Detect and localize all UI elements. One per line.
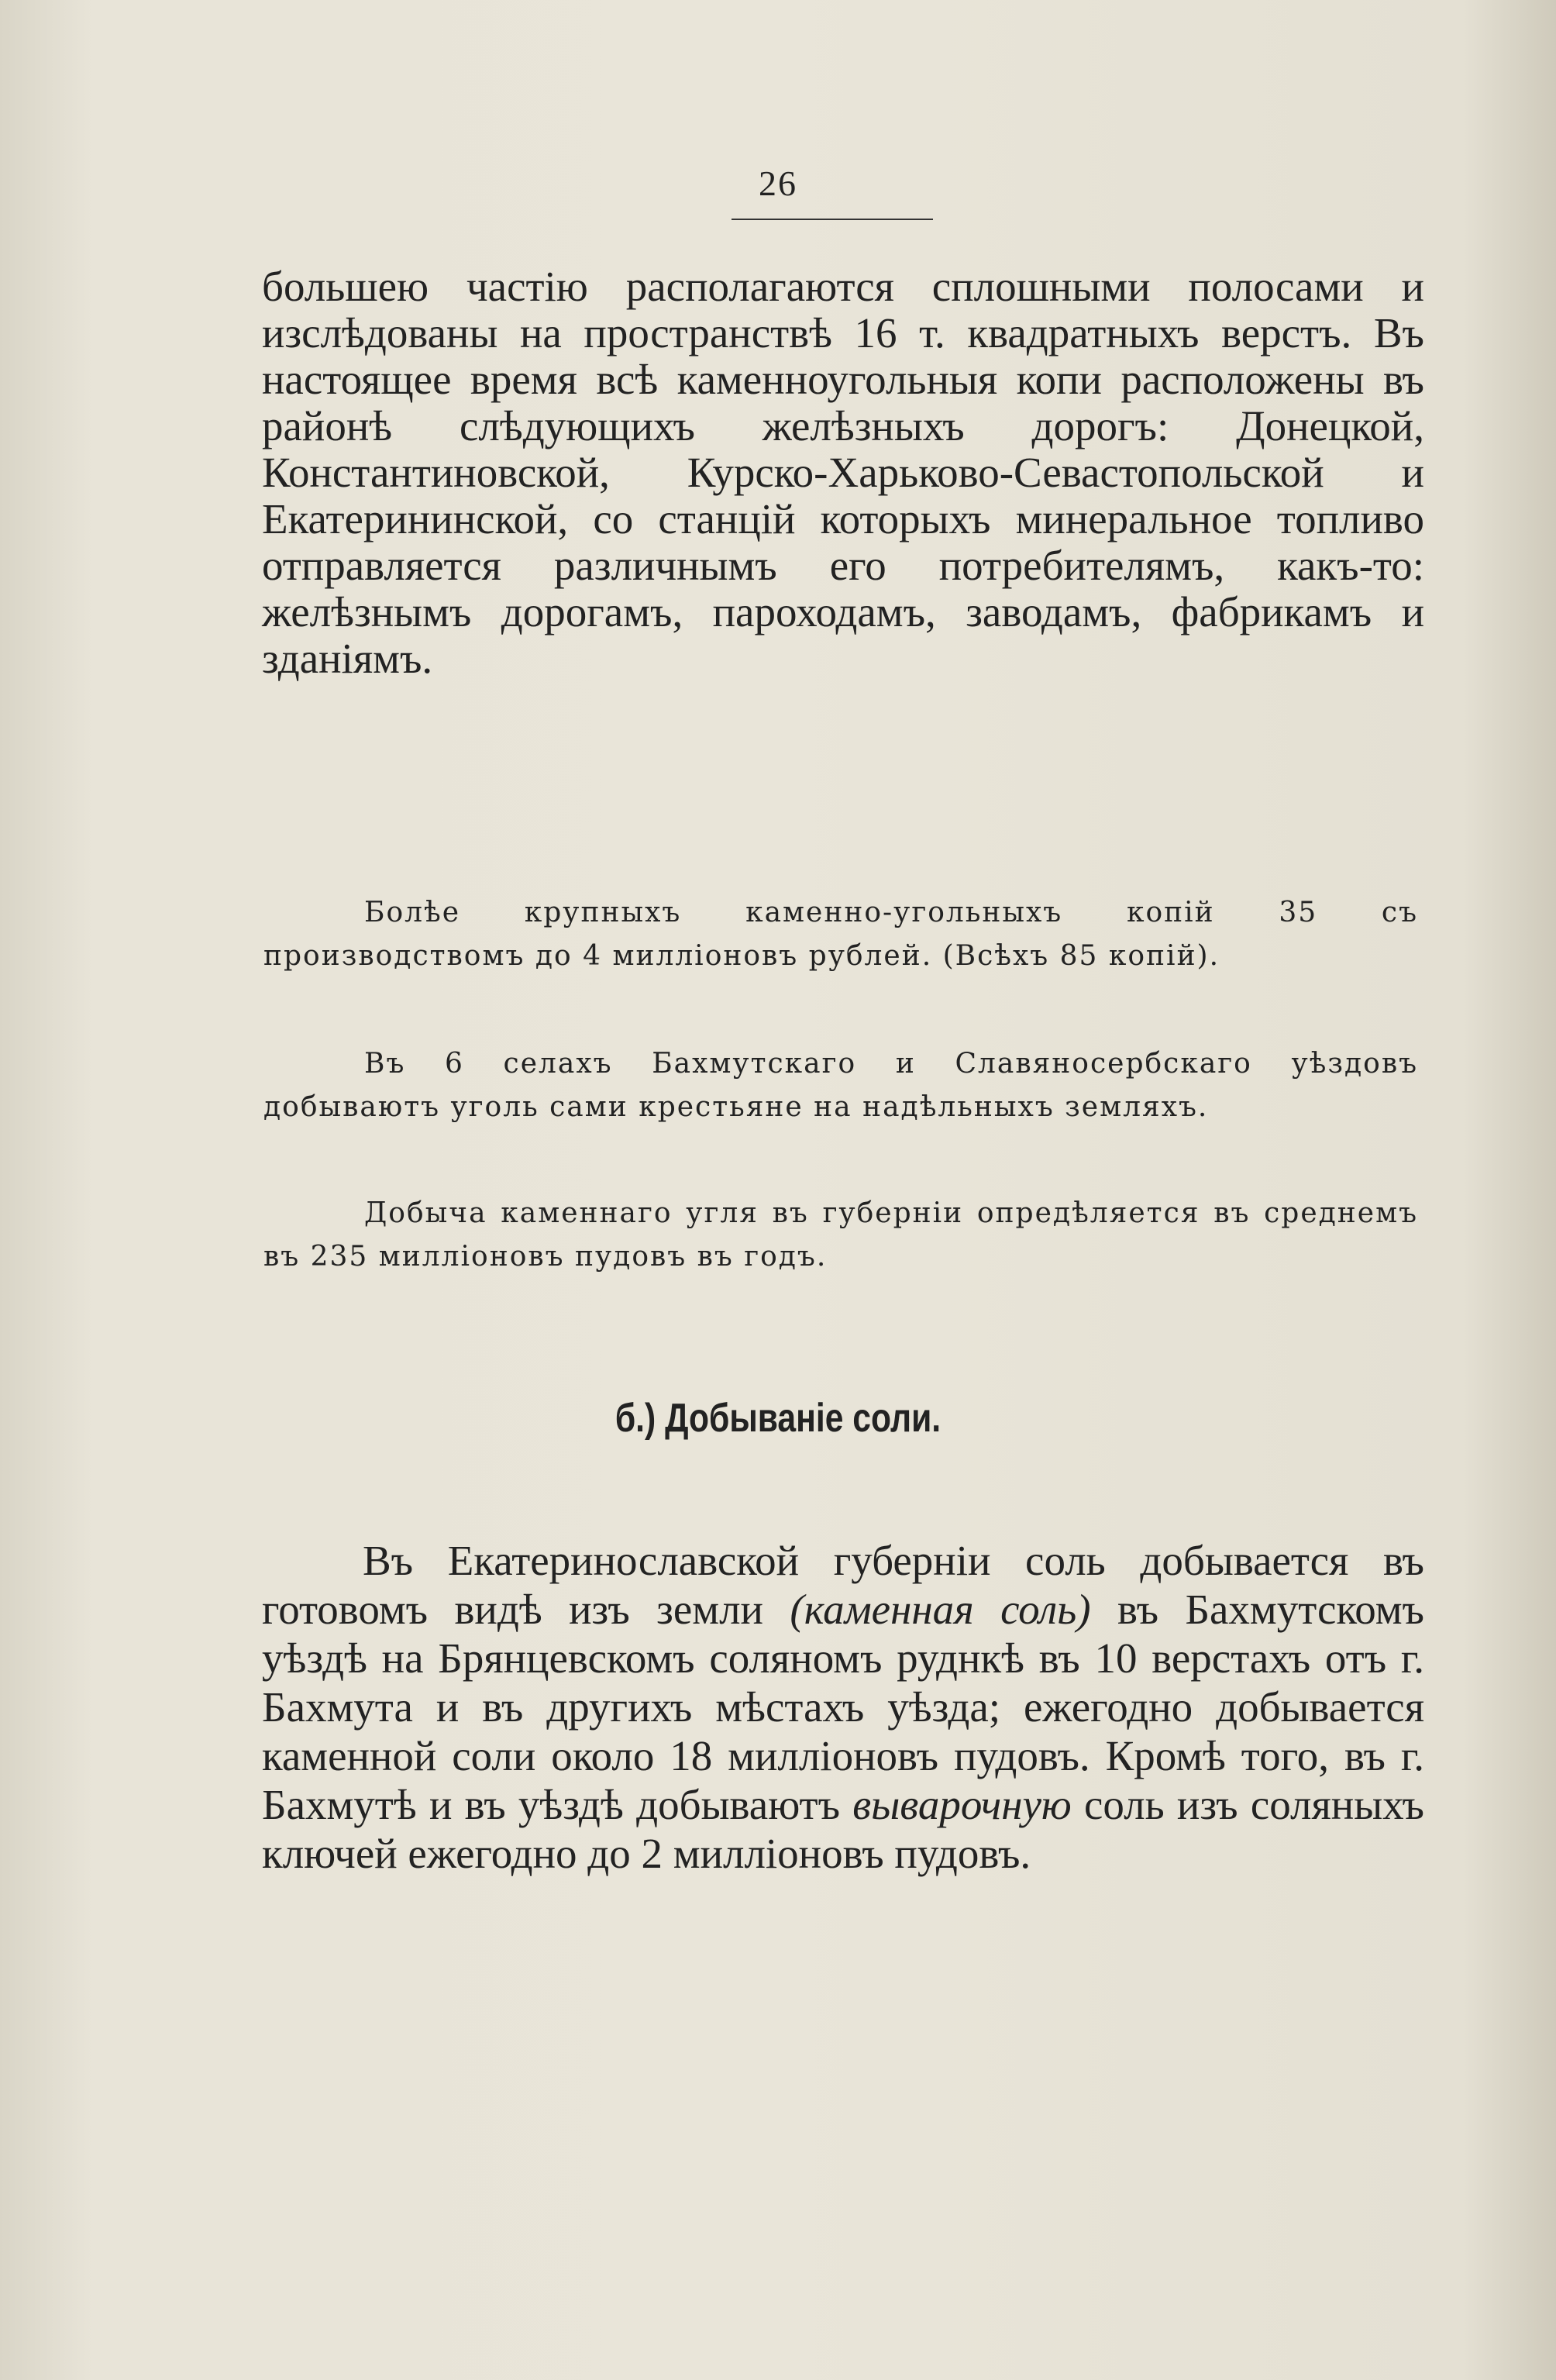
- section-heading: б.) Добываніе соли.: [614, 1396, 942, 1441]
- salt-text-2: въ Бахмутскомъ уѣздѣ на Брянцевскомъ соляномъ руднкѣ въ 10 верстахъ отъ г. Бахмута и въ другихъ мѣстахъ уѣзда; ежегодно добывается каменной соли около 18 милліоновъ пудовъ. Кромѣ того, въ г. Бахмутѣ и въ уѣздѣ добываютъ: [262, 1586, 1424, 1828]
- header-rule: [732, 219, 933, 220]
- note-large-mines: Болѣе крупныхъ каменно-угольныхъ копій 35 съ производствомъ до 4 милліоновъ рублей. (Всѣхъ 85 копій).: [263, 897, 1418, 972]
- body-paragraph-coal: большею частію располагаются сплошными полосами и изслѣдованы на пространствѣ 16 т. квадратныхъ верстъ. Въ настоящее время всѣ каменноугольныя копи расположены въ районѣ слѣдующихъ желѣзныхъ дорогъ: Донецкой, Константиновской, Курско-Харьково-Севастопольской и Екатерининской, со станцій которыхъ минеральное топливо отправляется различнымъ его потребителямъ, какъ-то: желѣзнымъ дорогамъ, пароходамъ, заводамъ, фабрикамъ и зданіямъ.: [262, 263, 1424, 682]
- note-peasant-mining: Въ 6 селахъ Бахмутскаго и Славяносербскаго уѣздовъ добываютъ уголь сами крестьяне на надѣльныхъ земляхъ.: [263, 1048, 1418, 1123]
- page-number: 26: [759, 164, 797, 203]
- note-coal-output: Добыча каменнаго угля въ губерніи опредѣляется въ среднемъ въ 235 милліоновъ пудовъ въ годъ.: [263, 1197, 1418, 1273]
- body-paragraph-salt: [262, 1536, 1424, 1878]
- salt-italic-evaporated: выварочную: [852, 1781, 1072, 1828]
- salt-text-1: Въ Екатеринославской губерніи соль добывается въ готовомъ видѣ изъ земли: [262, 1537, 1424, 1633]
- salt-italic-rock-salt: (каменная соль): [790, 1586, 1091, 1633]
- salt-text-3: соль изъ соляныхъ ключей ежегодно до 2 милліоновъ пудовъ.: [262, 1781, 1424, 1877]
